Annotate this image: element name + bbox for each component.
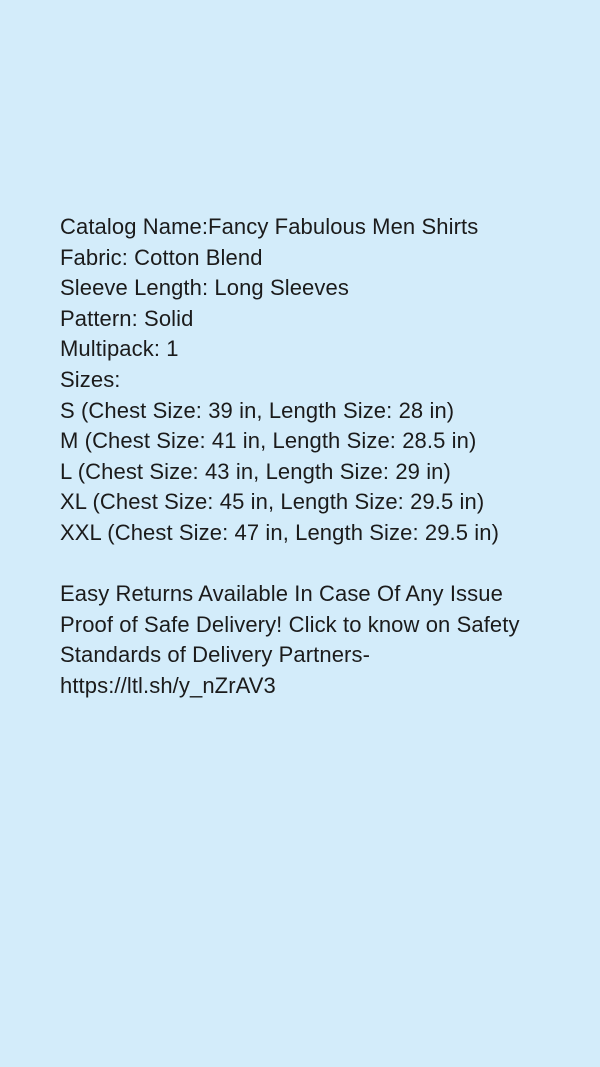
product-details-block bbox=[60, 212, 560, 702]
returns-note: Easy Returns Available In Case Of Any Issue bbox=[60, 581, 503, 607]
size-l-line: L (Chest Size: 43 in, Length Size: 29 in) bbox=[60, 458, 451, 484]
size-xl-line: XL (Chest Size: 45 in, Length Size: 29.5 in) bbox=[60, 489, 485, 515]
size-s-line: S (Chest Size: 39 in, Length Size: 28 in) bbox=[60, 397, 455, 423]
sleeve-length-line: Sleeve Length: Long Sleeves bbox=[60, 275, 349, 301]
delivery-note: Proof of Safe Delivery! Click to know on Safety Standards of Delivery Partners- https://ltl.sh/y_nZrAV3 bbox=[60, 611, 526, 698]
size-xxl-line: XXL (Chest Size: 47 in, Length Size: 29.5 in) bbox=[60, 519, 500, 545]
paragraph-spacer bbox=[60, 549, 560, 580]
catalog-name-line: Catalog Name:Fancy Fabulous Men Shirts bbox=[60, 214, 479, 239]
size-m-line: M (Chest Size: 41 in, Length Size: 28.5 in) bbox=[60, 428, 477, 454]
pattern-line: Pattern: Solid bbox=[60, 305, 194, 331]
multipack-line: Multipack: 1 bbox=[60, 336, 179, 362]
sizes-heading: Sizes: bbox=[60, 366, 121, 392]
fabric-line: Fabric: Cotton Blend bbox=[60, 244, 263, 270]
